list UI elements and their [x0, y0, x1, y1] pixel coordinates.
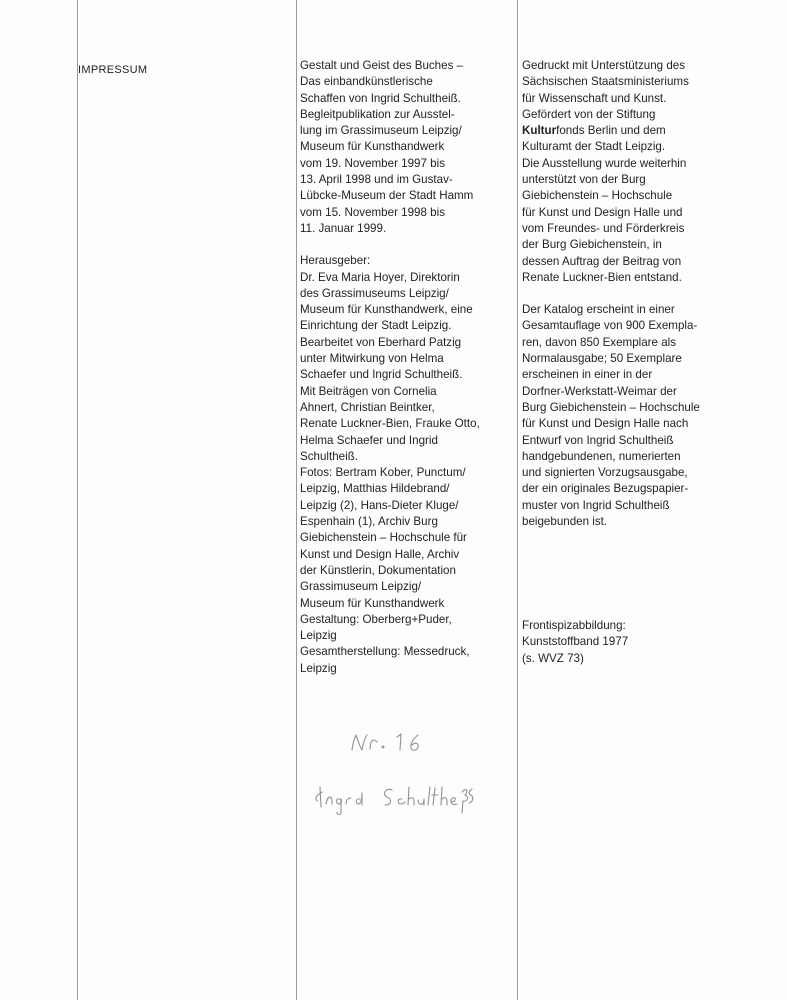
text-line: Leipzig: [300, 629, 337, 643]
text-line: Schultheiß.: [300, 449, 358, 463]
text-line: Gestaltung: Oberberg+Puder,: [300, 612, 452, 626]
text-line: für Wissenschaft und Kunst.: [522, 91, 667, 105]
text-line: Leipzig (2), Hans-Dieter Kluge/: [300, 498, 459, 512]
text-line: dessen Auftrag der Beitrag von: [522, 254, 682, 268]
text-line: Mit Beiträgen von Cornelia: [300, 384, 437, 398]
text-line: Normalausgabe; 50 Exemplare: [522, 352, 682, 366]
text-line: Der Katalog erscheint in einer: [522, 303, 675, 317]
text-line: des Grassimuseums Leipzig/: [300, 286, 449, 300]
text-line: Gedruckt mit Unterstützung des: [522, 59, 686, 72]
text-line: Burg Giebichenstein – Hochschule: [522, 400, 700, 414]
text-line: Museum für Kunsthandwerk, eine: [300, 303, 473, 317]
text-line: Museum für Kunsthandwerk: [300, 140, 445, 154]
handwritten-number: [352, 734, 418, 750]
text-line: ren, davon 850 Exemplare als: [522, 335, 677, 349]
kulturfonds-bold: Kultur: [522, 124, 557, 138]
text-line: der Künstlerin, Dokumentation: [300, 563, 456, 577]
text-line: Frontispizabbildung:: [522, 619, 626, 632]
text-line: Helma Schaefer und Ingrid: [300, 433, 438, 447]
paragraph-gap: [300, 237, 505, 253]
text-line: vom Freundes- und Förderkreis: [522, 221, 685, 235]
text-line: Gestalt und Geist des Buches –: [300, 59, 464, 72]
section-heading: IMPRESSUM: [78, 64, 148, 76]
text-line: lung im Grassimuseum Leipzig/: [300, 124, 462, 138]
handwritten-annotation: [300, 725, 560, 815]
text-line: Leipzig: [300, 661, 337, 675]
text-line: Bearbeitet von Eberhard Patzig: [300, 335, 462, 349]
text-line: Leipzig, Matthias Hildebrand/: [300, 482, 450, 496]
text-line: Ahnert, Christian Beintker,: [300, 400, 435, 414]
text-line: [522, 123, 732, 139]
text-line: Fotos: Bertram Kober, Punctum/: [300, 466, 466, 480]
text-line: Gesamtherstellung: Messedruck,: [300, 645, 470, 659]
text-line: muster von Ingrid Schultheiß: [522, 498, 670, 512]
text-line: Schaffen von Ingrid Schultheiß.: [300, 91, 461, 105]
text-line: Espenhain (1), Archiv Burg: [300, 515, 438, 529]
column-rule-2: [296, 0, 297, 1000]
text-line: Sächsischen Staatsministeriums: [522, 75, 689, 89]
text-line: unter Mitwirkung von Helma: [300, 352, 444, 366]
column-rule-3: [517, 0, 518, 1000]
text-line: Dr. Eva Maria Hoyer, Direktorin: [300, 270, 460, 284]
text-line: vom 15. November 1998 bis: [300, 205, 445, 219]
text-line: erscheinen in einer in der: [522, 368, 653, 382]
text-line: unterstützt von der Burg: [522, 173, 646, 187]
text-line: Lübcke-Museum der Stadt Hamm: [300, 189, 474, 203]
text-line: Giebichenstein – Hochschule für: [300, 531, 467, 545]
text-line: Dorfner-Werkstatt-Weimar der: [522, 384, 677, 398]
text-line: Die Ausstellung wurde weiterhin: [522, 156, 687, 170]
text-line: Kulturamt der Stadt Leipzig.: [522, 140, 666, 154]
text-line: beigebunden ist.: [522, 515, 608, 529]
text-line: Renate Luckner-Bien, Frauke Otto,: [300, 417, 480, 431]
text-line: Grassimuseum Leipzig/: [300, 580, 422, 594]
text-line: der ein originales Bezugspapier-: [522, 482, 689, 496]
paragraph-gap: [522, 286, 732, 302]
text-line: Begleitpublikation zur Ausstel-: [300, 107, 455, 121]
text-line: Gefördert von der Stiftung: [522, 107, 656, 121]
text-line: für Kunst und Design Halle und: [522, 205, 683, 219]
text-line: Herausgeber:: [300, 254, 371, 268]
text-line: Kunststoffband 1977: [522, 635, 629, 649]
text-line: (s. WVZ 73): [522, 651, 584, 665]
text-line: Das einbandkünstlerische: [300, 75, 433, 89]
text-line: handgebundenen, numerierten: [522, 449, 681, 463]
text-line: 13. April 1998 und im Gustav-: [300, 173, 453, 187]
text-line: Einrichtung der Stadt Leipzig.: [300, 319, 452, 333]
frontispiece-note: [522, 618, 732, 667]
text-line: vom 19. November 1997 bis: [300, 156, 445, 170]
text-line: Gesamtauflage von 900 Exempla-: [522, 319, 698, 333]
imprint-column-main: [300, 58, 505, 677]
text-line: Renate Luckner-Bien entstand.: [522, 270, 682, 284]
text-line: Giebichenstein – Hochschule: [522, 189, 673, 203]
text-line: Entwurf von Ingrid Schultheiß: [522, 433, 674, 447]
text-line: der Burg Giebichenstein, in: [522, 238, 662, 252]
text-line: Kunst und Design Halle, Archiv: [300, 547, 460, 561]
imprint-column-support: [522, 58, 732, 530]
text-line: für Kunst und Design Halle nach: [522, 417, 689, 431]
text-line: 11. Januar 1999.: [300, 221, 387, 235]
signature: [316, 787, 473, 815]
column-rule-1: [77, 0, 78, 1000]
text-line: und signierten Vorzugsausgabe,: [522, 466, 688, 480]
text-line: Schaefer und Ingrid Schultheiß.: [300, 368, 463, 382]
text-line: Museum für Kunsthandwerk: [300, 596, 445, 610]
text-fragment: fonds Berlin und dem: [556, 124, 666, 138]
